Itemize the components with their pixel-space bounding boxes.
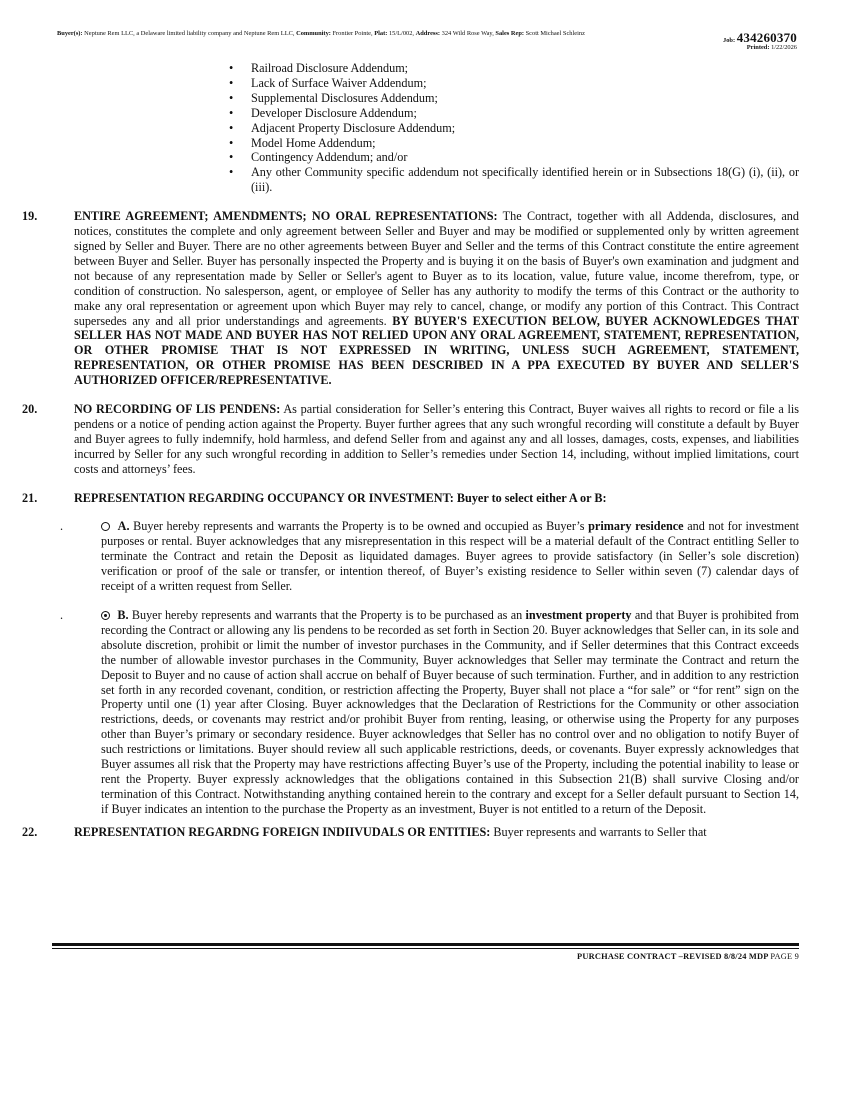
salesrep-label: Sales Rep:: [495, 30, 525, 37]
page-footer: [52, 952, 799, 961]
option-b-label: B.: [117, 608, 129, 622]
job-number: 434260370: [736, 30, 797, 45]
list-item: • Supplemental Disclosures Addendum;: [251, 91, 799, 106]
section-instruction: Buyer to select either A or B:: [456, 490, 607, 505]
list-item: • Adjacent Property Disclosure Addendum;: [251, 121, 799, 136]
header-job: [723, 30, 797, 52]
page-header: [57, 29, 797, 51]
section-title: ENTIRE AGREEMENT; AMENDMENTS; NO ORAL REPRESENTATIONS:: [74, 209, 498, 224]
salesrep-value: Scott Michael Schleinz: [525, 30, 585, 37]
section-title: REPRESENTATION REGARDNG FOREIGN INDIIVUDALS OR ENTITIES:: [74, 824, 491, 839]
section-19: [22, 209, 799, 388]
section-number: 22.: [22, 824, 38, 839]
section-20: [22, 402, 800, 477]
buyer-value: Neptune Rem LLC, a Delaware limited liability company and Neptune Rem LLC,: [84, 30, 295, 37]
bullet-dot: .: [60, 519, 64, 534]
option-b-text-rest: and that Buyer is prohibited from recording the Contract or allowing any lis pendens to be recorded as set forth in Section 20. Buyer acknowledges that Seller can, in its sole and absolute discretion, prohibit or limit the number of investor purchases in the Community, and if Seller determines that this Contract exceeds the number of allowable investor purchases in the Community, Buyer acknowledges that Seller may terminate the Contract and return the Deposit to Buyer and no cause of action shall accrue on behalf of Buyer because of such termination. Further, and in addition to any restriction set forth in any recorded covenant, condition, or restriction affecting the Property, Buyer shall not place a “for sale” or “for rent” sign on the Property until one (1) year after Closing. Buyer acknowledges that the Declaration of Restrictions for the Community or other association restrictions, deeds, or covenants may restrict and/or prohibit Buyer from renting, leasing, or otherwise using the Property for any purposes other than Buyer’s primary or secondary residence. Buyer acknowledges that Seller has no control over and no obligation to notify Buyer of such restrictions or limitations. Buyer should review all such applicable restrictions, deeds, or covenants. Buyer expressly acknowledges that Buyer assumes all risk that the Property may have restrictions affecting Buyer’s use of the Property, including the potential inability to lease or rent the Property. Buyer expressly acknowledges that the obligations contained in this Subsection 21(B) shall survive Closing and/or termination of this Contract. Notwithstanding anything contained herein to the contrary and except for a Seller default pursuant to Section 14, if Buyer indicates an intention to the purchase the Property as an investment, Buyer is not entitled to a return of the Deposit.: [101, 608, 800, 816]
section-body: The Contract, together with all Addenda, disclosures, and notices, constitutes the complete and only agreement between Seller and Buyer and may be modified or supplemented only by written agreement signed by Seller and Buyer. There are no other agreements between Buyer and Seller and the terms of this Contract constitute the entire agreement between Buyer and Seller. Buyer has personally inspected the Property and is buying it on the basis of Buyer's own examination and judgment and not because of any representation made by Seller or Seller's agent to Buyer as to its location, value, future value, income therefrom, type, or condition of construction. No salesperson, agent, or employee of Seller has any authority to modify the terms of this Contract or the authority to make any oral representation or agreement upon which Buyer may rely to cancel, change, or modify any portion of this Contract. This Contract supersedes any and all prior understandings and agreements.: [74, 209, 799, 328]
list-item: • Railroad Disclosure Addendum;: [251, 61, 799, 76]
community-value: Frontier Pointe,: [332, 30, 373, 37]
plat-value: 15/L/002,: [388, 30, 415, 37]
option-a: [52, 519, 799, 594]
plat-label: Plat:: [374, 30, 388, 37]
list-item: • Lack of Surface Waiver Addendum;: [251, 76, 799, 91]
option-a-label: A.: [117, 519, 130, 534]
addendum-list: [52, 61, 799, 195]
page-number: PAGE 9: [770, 952, 799, 961]
bullet-dot: .: [60, 608, 64, 622]
section-acknowledgement: BY BUYER'S EXECUTION BELOW, BUYER ACKNOWLEDGES THAT SELLER HAS NOT MADE AND BUYER HAS NOT RELIED UPON ANY ORAL AGREEMENT, STATEMENT, REPRESENTATION, OR OTHER PROMISE THAT IS NOT EXPRESSED IN WRITING, UNLESS SUCH AGREEMENT, STATEMENT, REPRESENTATION, OR OTHER PROMISE HAS BEEN DESCRIBED IN A PPA EXECUTED BY BUYER AND SELLER'S AUTHORIZED OFFICER/REPRESENTATIVE.: [74, 313, 799, 388]
option-b-text: Buyer hereby represents and warrants that the Property is to be purchased as an: [131, 608, 523, 622]
option-b-emphasis: investment property: [525, 608, 632, 622]
list-item: • Any other Community specific addendum not specifically identified herein or in Subsections 18(G) (i), (ii), or (iii).: [251, 165, 799, 195]
footer-rule-thin: [52, 948, 799, 949]
option-b-radio[interactable]: [101, 611, 110, 620]
buyer-label: Buyer(s):: [57, 30, 83, 37]
document-body: [22, 61, 800, 840]
section-body: As partial consideration for Seller’s entering this Contract, Buyer waives all rights to record or file a lis pendens or a notice of pending action against the Property. Buyer further agrees that any such wrongful recording will constitute a default by Buyer and Buyer agrees to fully indemnify, hold harmless, and defend Seller from and against any and all losses, damages, costs, expenses, and liabilities incurred by Seller for any such wrongful recording in addition to Seller’s remedies under Section 14, including, without implied limitations, court costs and attorneys’ fees.: [74, 402, 800, 476]
option-a-radio[interactable]: [101, 522, 110, 531]
option-b: [52, 608, 799, 817]
section-number: 20.: [22, 402, 38, 417]
address-value: 324 Wild Rose Way,: [441, 30, 494, 37]
printed-label: Printed:: [746, 44, 770, 51]
printed-date: 1/22/2026: [771, 44, 797, 51]
option-a-text-rest: and not for investment purposes or rental. Buyer acknowledges that any misrepresentation in this respect will be a material default of the Contract entitling Seller to terminate the Contract and retain the Deposit as liquidated damages. Buyer agrees to provide satisfactory (in Seller’s sole discretion) verification or proof of the sale or transfer, or intention thereof, of Buyer’s existing residence to Seller within seven (7) calendar days of receipt of a written request from Seller.: [101, 519, 799, 594]
section-title: NO RECORDING OF LIS PENDENS:: [74, 402, 281, 417]
option-a-text: Buyer hereby represents and warrants the Property is to be owned and occupied as Buyer’s: [133, 519, 585, 534]
footer-doc-title: PURCHASE CONTRACT –REVISED 8/8/24 MDP: [577, 952, 769, 961]
section-22: [22, 824, 799, 840]
footer-rule: [52, 943, 799, 946]
community-label: Community:: [296, 30, 331, 37]
list-item: • Developer Disclosure Addendum;: [251, 106, 799, 121]
option-a-emphasis: primary residence: [588, 519, 684, 534]
section-body: Buyer represents and warrants to Seller that: [493, 824, 707, 839]
address-label: Address:: [415, 30, 441, 37]
section-number: 21.: [22, 490, 38, 505]
header-parties: [57, 29, 697, 38]
section-number: 19.: [22, 209, 38, 224]
list-item: • Model Home Addendum;: [251, 136, 799, 151]
job-label: Job:: [723, 37, 736, 44]
section-title: REPRESENTATION REGARDING OCCUPANCY OR INVESTMENT:: [74, 490, 454, 505]
list-item: • Contingency Addendum; and/or: [251, 150, 799, 165]
section-21: [22, 490, 799, 506]
